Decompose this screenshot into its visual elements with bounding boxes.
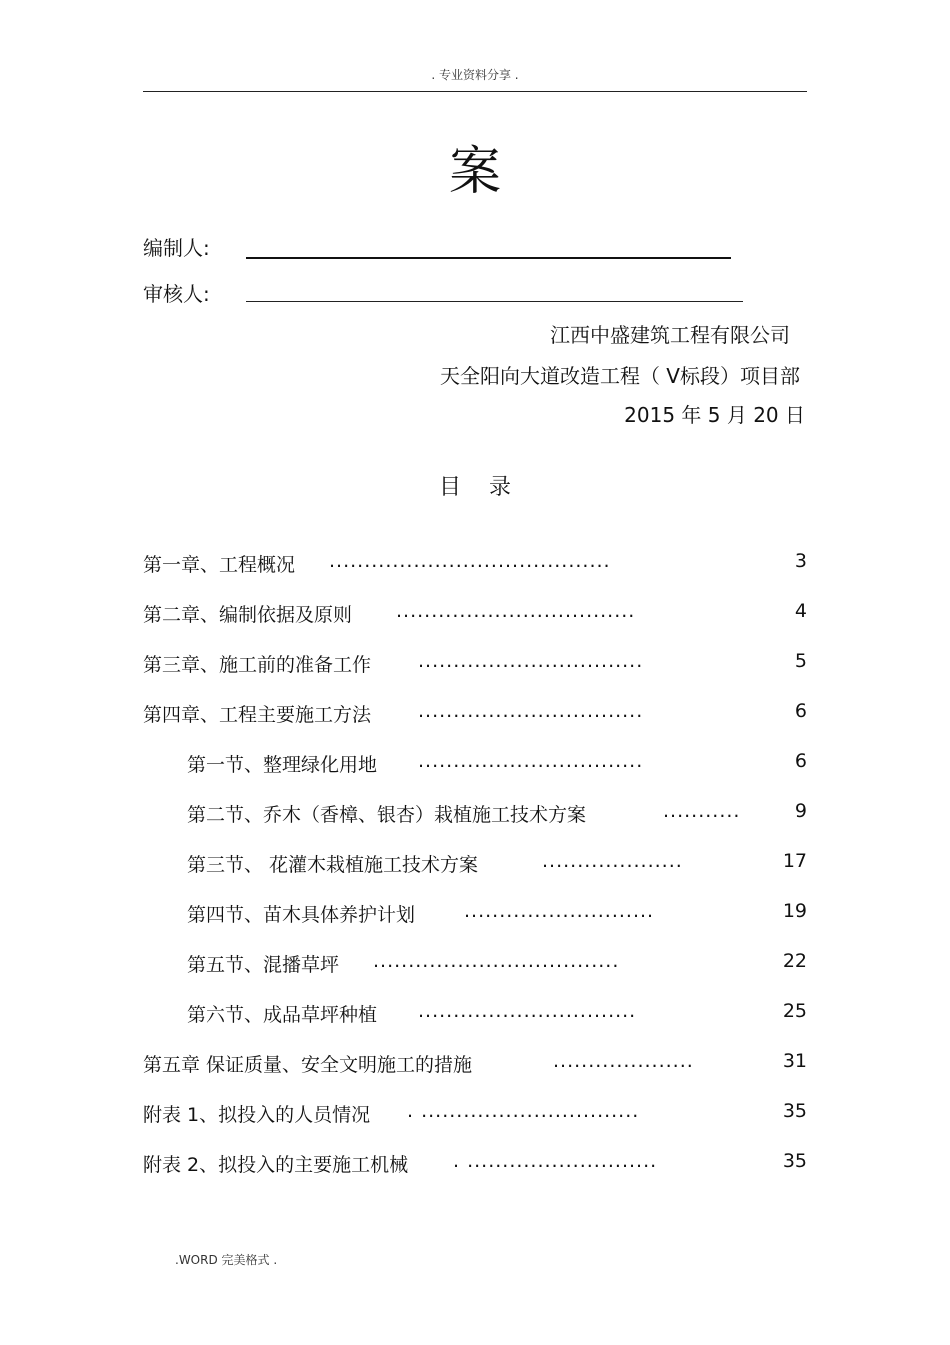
project-name: 天全阳向大道改造工程（ Ⅴ标段）项目部 — [439, 364, 800, 388]
toc-entry-dots: .................... — [542, 850, 683, 872]
toc-entry-dots: ........................................ — [329, 550, 611, 572]
toc-entry-label: 第五章 保证质量、安全文明施工的措施 — [143, 1054, 473, 1076]
toc-entry — [143, 1100, 807, 1150]
toc-entry-dots: ........... — [663, 800, 741, 822]
toc-entry-page: 19 — [782, 900, 807, 922]
reviewer-signature-line — [246, 301, 743, 302]
toc-entry-dots: ................................ — [418, 750, 644, 772]
page-header: . 专业资料分享 . — [431, 68, 519, 82]
page-footer: .WORD 完美格式 . — [175, 1253, 278, 1267]
toc-entry-dots: ................................... — [373, 950, 620, 972]
toc-entry-dots: ................................ — [418, 700, 644, 722]
toc-entry — [143, 1150, 807, 1200]
table-of-contents — [143, 550, 807, 1200]
toc-entry — [143, 850, 807, 900]
toc-entry-page: 17 — [782, 850, 807, 872]
toc-entry-dots: .................................. — [396, 600, 636, 622]
toc-entry-page: 6 — [794, 700, 807, 722]
toc-entry — [143, 650, 807, 700]
toc-entry — [143, 950, 807, 1000]
toc-entry-label: 第四章、工程主要施工方法 — [143, 704, 372, 726]
toc-entry-page: 5 — [794, 650, 807, 672]
toc-entry — [143, 550, 807, 600]
toc-entry-label: 第二节、乔木（香樟、银杏）栽植施工技术方案 — [187, 804, 587, 826]
toc-entry-label: 附表 2、拟投入的主要施工机械 — [143, 1154, 409, 1176]
toc-entry — [143, 600, 807, 650]
toc-entry-dots: . ............................... — [407, 1100, 640, 1122]
toc-entry-label: 第三章、施工前的准备工作 — [143, 654, 372, 676]
toc-title: 目录 — [438, 475, 539, 500]
document-title: 案 — [448, 142, 501, 202]
toc-entry-dots: ........................... — [464, 900, 655, 922]
toc-entry-page: 3 — [794, 550, 807, 572]
toc-entry-label: 第四节、苗木具体养护计划 — [187, 904, 416, 926]
editor-signature-line — [246, 257, 731, 259]
toc-entry-page: 6 — [794, 750, 807, 772]
toc-entry-label: 第六节、成品草坪种植 — [187, 1004, 378, 1026]
toc-entry-dots: ............................... — [418, 1000, 637, 1022]
toc-entry — [143, 1000, 807, 1050]
header-rule — [143, 91, 807, 92]
toc-entry-page: 4 — [794, 600, 807, 622]
toc-entry-dots: . ........................... — [453, 1150, 658, 1172]
toc-entry — [143, 700, 807, 750]
company-name: 江西中盛建筑工程有限公司 — [550, 323, 790, 347]
toc-entry-page: 25 — [782, 1000, 807, 1022]
document-date: 2015 年 5 月 20 日 — [624, 403, 805, 427]
toc-entry-page: 9 — [794, 800, 807, 822]
toc-entry-label: 附表 1、拟投入的人员情况 — [143, 1104, 371, 1126]
editor-label: 编制人: — [143, 236, 210, 260]
toc-entry-page: 22 — [782, 950, 807, 972]
toc-entry-dots: ................................ — [418, 650, 644, 672]
toc-entry-label: 第一章、工程概况 — [143, 554, 296, 576]
toc-entry-label: 第二章、编制依据及原则 — [143, 604, 353, 626]
toc-entry — [143, 750, 807, 800]
toc-entry-label: 第三节、 花灌木栽植施工技术方案 — [187, 854, 479, 876]
toc-entry-page: 35 — [782, 1150, 807, 1172]
toc-entry-dots: .................... — [553, 1050, 694, 1072]
toc-entry-label: 第五节、混播草坪 — [187, 954, 340, 976]
toc-entry — [143, 1050, 807, 1100]
toc-entry-page: 35 — [782, 1100, 807, 1122]
reviewer-label: 审核人: — [143, 282, 210, 306]
toc-entry — [143, 800, 807, 850]
toc-entry-label: 第一节、整理绿化用地 — [187, 754, 378, 776]
toc-entry — [143, 900, 807, 950]
toc-entry-page: 31 — [782, 1050, 807, 1072]
